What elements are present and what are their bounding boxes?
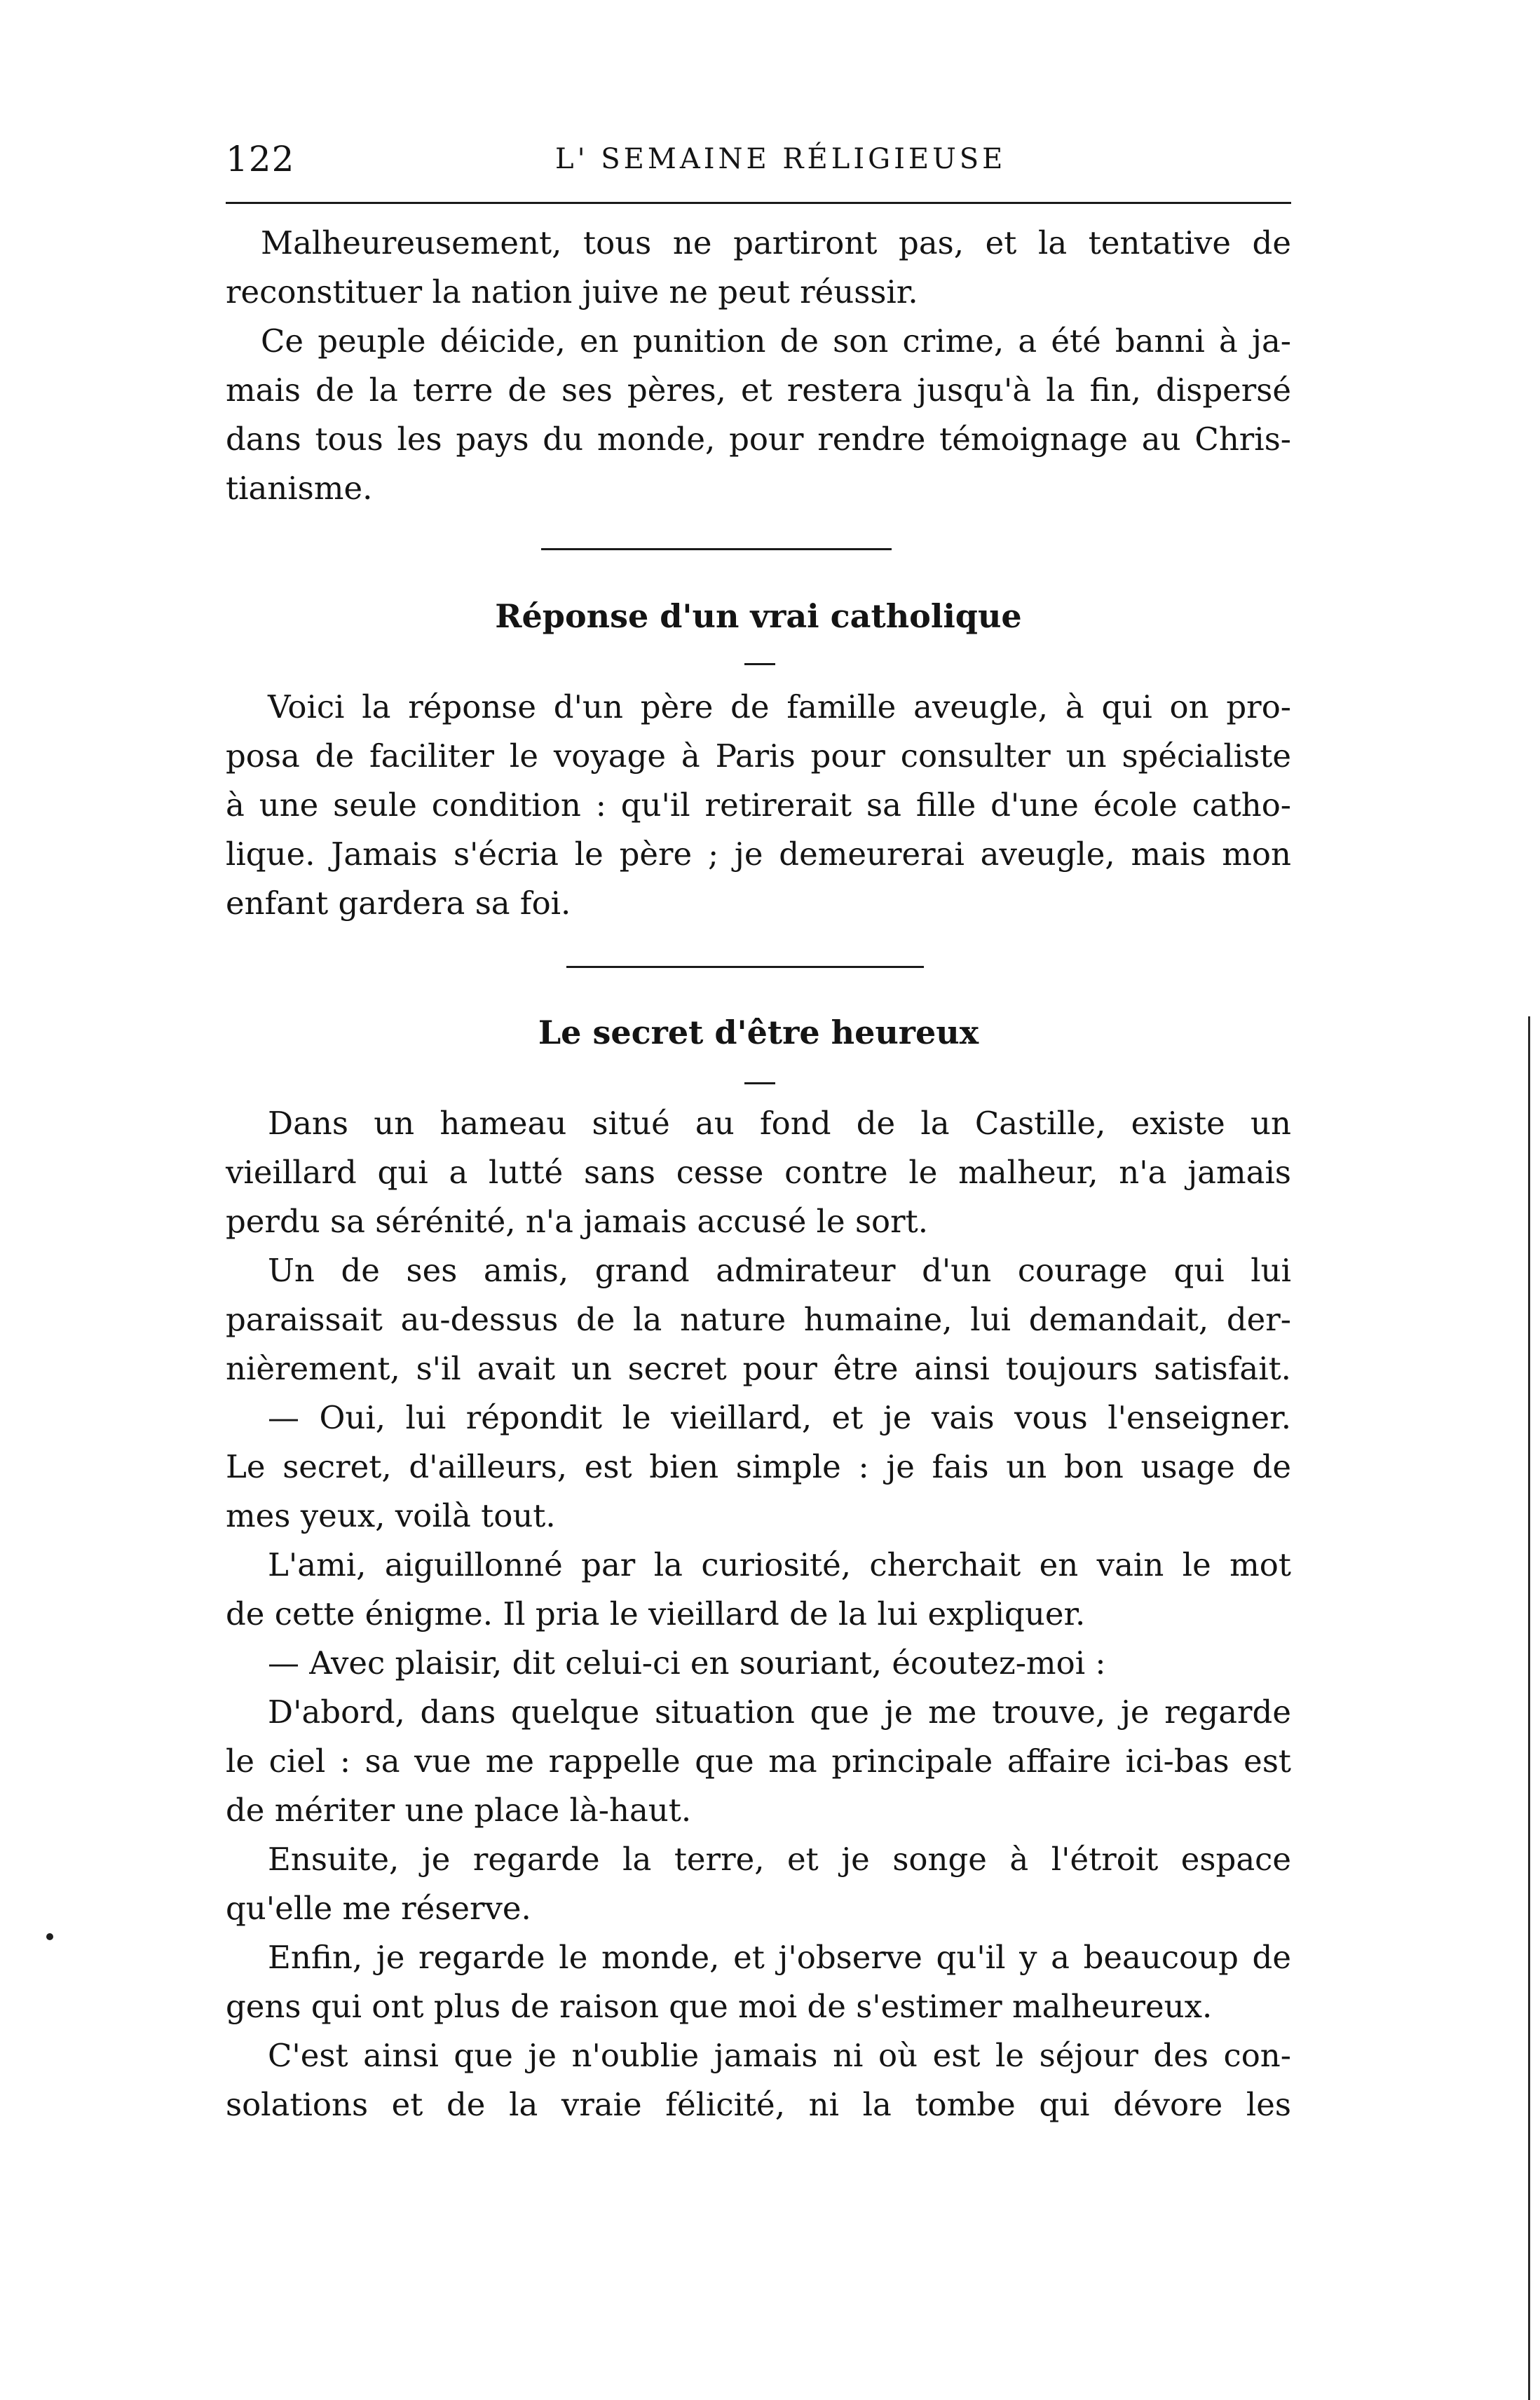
text-line: posa de faciliter le voyage à Paris pour consulter un spécialiste <box>226 737 1291 775</box>
scan-speck <box>46 1933 53 1940</box>
text-line: D'abord, dans quelque situation que je me trouve, je regarde <box>268 1693 1291 1731</box>
section-divider <box>566 966 924 968</box>
heading-dash <box>744 1082 775 1084</box>
text-line: lique. Jamais s'écria le père ; je demeurerai aveugle, mais mon <box>226 836 1291 873</box>
text-line: de mériter une place là-haut. <box>226 1792 692 1829</box>
text-line: dans tous les pays du monde, pour rendre témoignage au Chris- <box>226 421 1291 458</box>
section-heading: Le secret d'être heureux <box>538 1014 979 1051</box>
text-line: — Avec plaisir, dit celui-ci en souriant, écoutez-moi : <box>268 1644 1106 1682</box>
text-line: nièrement, s'il avait un secret pour être ainsi toujours satisfait. <box>226 1350 1291 1387</box>
scan-edge-line <box>1528 1016 1530 2400</box>
text-line: vieillard qui a lutté sans cesse contre le malheur, n'a jamais <box>226 1154 1291 1191</box>
text-line: Un de ses amis, grand admirateur d'un courage qui lui <box>268 1252 1291 1289</box>
intro-paragraph <box>226 219 1291 513</box>
text-line: enfant gardera sa foi. <box>226 885 571 922</box>
text-line: Ensuite, je regarde la terre, et je songe à l'étroit espace <box>268 1841 1291 1878</box>
text-line: — Oui, lui répondit le vieillard, et je vais vous l'enseigner. <box>268 1399 1291 1436</box>
text-line: gens qui ont plus de raison que moi de s'estimer malheureux. <box>226 1988 1213 2025</box>
heading-dash <box>744 663 775 665</box>
text-line: mais de la terre de ses pères, et restera jusqu'à la fin, dispersé <box>226 371 1291 409</box>
text-line: le ciel : sa vue me rappelle que ma principale affaire ici-bas est <box>226 1743 1291 1780</box>
text-line: reconstituer la nation juive ne peut réussir. <box>226 273 918 311</box>
text-line: Dans un hameau situé au fond de la Castille, existe un <box>268 1105 1291 1142</box>
page-header <box>226 139 1291 188</box>
text-line: C'est ainsi que je n'oublie jamais ni où est le séjour des con- <box>268 2037 1291 2074</box>
text-line: de cette énigme. Il pria le vieillard de la lui expliquer. <box>226 1595 1086 1632</box>
text-line: Le secret, d'ailleurs, est bien simple : je fais un bon usage de <box>226 1448 1291 1485</box>
text-line: perdu sa sérénité, n'a jamais accusé le sort. <box>226 1203 929 1240</box>
section-divider <box>541 548 892 550</box>
section2-paragraphs <box>226 1099 1291 2129</box>
text-line: solations et de la vraie félicité, ni la tombe qui dévore les <box>226 2086 1291 2123</box>
section1-paragraph <box>226 683 1291 928</box>
text-line: Enfin, je regarde le monde, et j'observe qu'il y a beaucoup de <box>268 1939 1291 1976</box>
text-line: mes yeux, voilà tout. <box>226 1497 556 1534</box>
text-line: Malheureusement, tous ne partiront pas, et la tentative de <box>261 224 1291 261</box>
text-line: qu'elle me réserve. <box>226 1890 531 1927</box>
text-line: tianisme. <box>226 470 373 507</box>
running-title: L' SEMAINE RÉLIGIEUSE <box>555 143 1007 175</box>
text-line: paraissait au-dessus de la nature humaine, lui demandait, der- <box>226 1301 1291 1338</box>
header-rule <box>226 202 1291 204</box>
text-line: Ce peuple déicide, en punition de son crime, a été banni à ja- <box>261 322 1291 360</box>
text-line: à une seule condition : qu'il retirerait sa fille d'une école catho- <box>226 786 1291 824</box>
text-line: Voici la réponse d'un père de famille aveugle, à qui on pro- <box>268 688 1291 725</box>
section-heading: Réponse d'un vrai catholique <box>495 597 1022 635</box>
text-line: L'ami, aiguillonné par la curiosité, cherchait en vain le mot <box>268 1546 1291 1583</box>
page-number: 122 <box>226 139 295 179</box>
